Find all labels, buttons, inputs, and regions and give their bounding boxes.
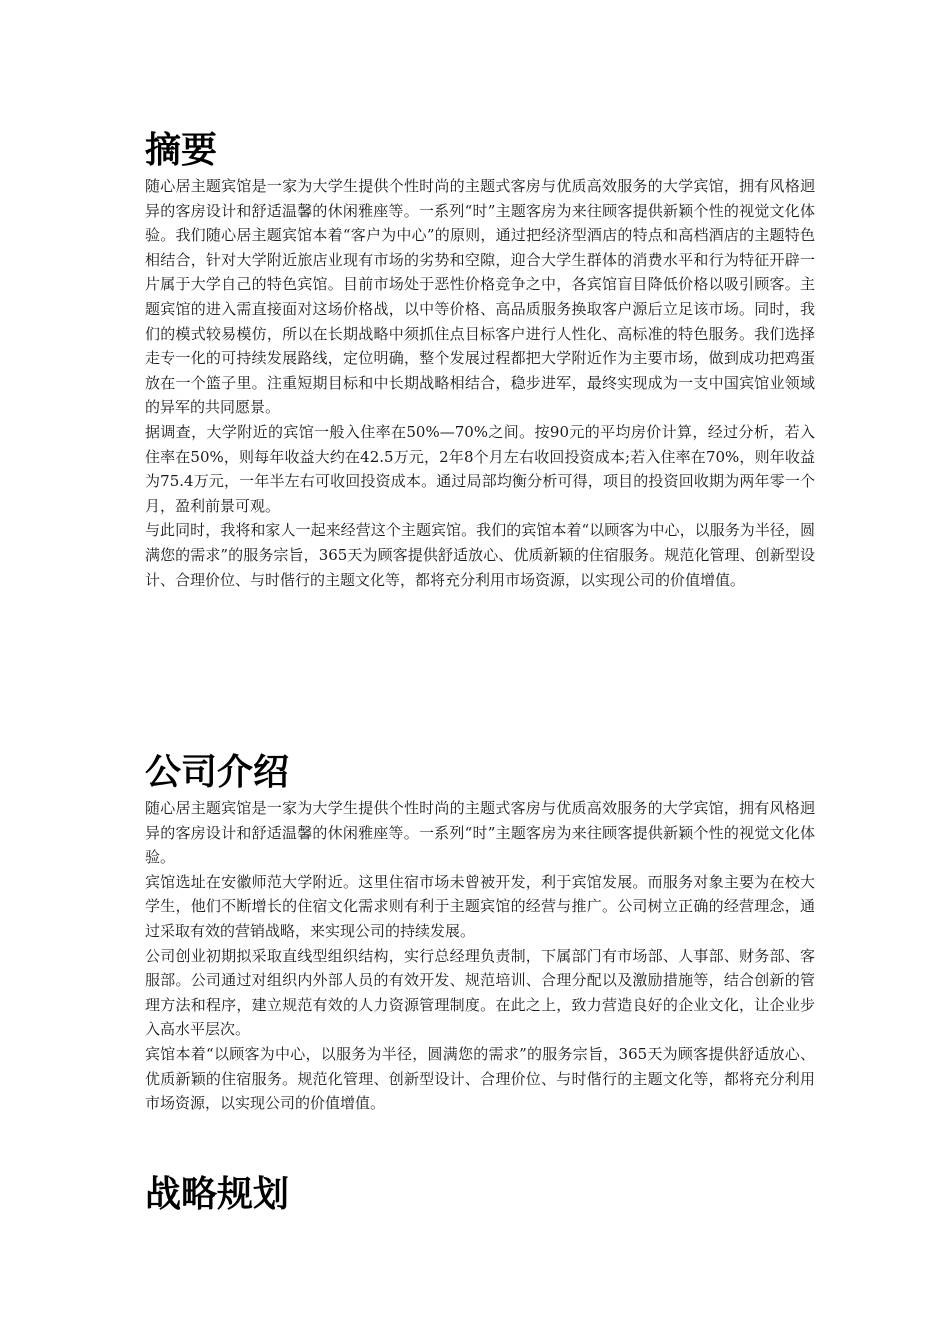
- paragraph: 随心居主题宾馆是一家为大学生提供个性时尚的主题式客房与优质高效服务的大学宾馆，拥有风格迥异的客房设计和舒适温馨的休闲雅座等。一系列“时”主题客房为来往顾客提供新颖个性的视觉文化体验。: [145, 799, 815, 867]
- section-title-company-intro: 公司介绍: [145, 752, 290, 793]
- paragraph: 公司创业初期拟采取直线型组织结构，实行总经理负责制，下属部门有市场部、人事部、财务部、客服部。公司通过对组织内外部人员的有效开发、规范培训、合理分配以及激励措施等，结合创新的管理方法和程序，建立规范有效的人力资源管理制度。在此之上，致力营造良好的企业文化，让企业步入高水平层次。: [145, 946, 815, 1039]
- paragraph: 宾馆选址在安徽师范大学附近。这里住宿市场未曾被开发，利于宾馆发展。而服务对象主要为在校大学生，他们不断增长的住宿文化需求则有利于主题宾馆的经营与推广。公司树立正确的经营理念，通过采取有效的营销战略，来实现公司的持续发展。: [145, 872, 815, 940]
- paragraph: 与此同时，我将和家人一起来经营这个主题宾馆。我们的宾馆本着“以顾客为中心，以服务为半径，圆满您的需求”的服务宗旨，365天为顾客提供舒适放心、优质新颖的住宿服务。规范化管理、创新型设计、合理价位、与时偕行的主题文化等，都将充分利用市场资源，以实现公司的价值增值。: [145, 521, 815, 589]
- section-body-company-intro: [145, 796, 815, 1116]
- section-body-abstract: [145, 174, 815, 592]
- section-title-abstract: 摘要: [145, 130, 218, 171]
- paragraph: 宾馆本着“以顾客为中心，以服务为半径，圆满您的需求”的服务宗旨，365天为顾客提供舒适放心、优质新颖的住宿服务。规范化管理、创新型设计、合理价位、与时偕行的主题文化等，都将充分利用市场资源，以实现公司的价值增值。: [145, 1044, 815, 1113]
- section-title-strategy: 战略规划: [145, 1174, 290, 1215]
- paragraph: 随心居主题宾馆是一家为大学生提供个性时尚的主题式客房与优质高效服务的大学宾馆，拥有风格迥异的客房设计和舒适温馨的休闲雅座等。一系列“时”主题客房为来往顾客提供新颖个性的视觉文化体验。我们随心居主题宾馆本着“客户为中心”的原则，通过把经济型酒店的特点和高档酒店的主题特色相结合，针对大学附近旅店业现有市场的劣势和空隙，迎合大学生群体的消费水平和行为特征开辟一片属于大学自己的特色宾馆。目前市场处于恶性价格竞争之中，各宾馆盲目降低价格以吸引顾客。主题宾馆的进入需直接面对这场价格战，以中等价格、高品质服务换取客户源后立足该市场。同时，我们的模式较易模仿，所以在长期战略中须抓住点目标客户进行人性化、高标准的特色服务。我们选择走专一化的可持续发展路线，定位明确，整个发展过程都把大学附近作为主要市场，做到成功把鸡蛋放在一个篮子里。注重短期目标和中长期战略相结合，稳步进军，最终实现成为一支中国宾馆业领域的异军的共同愿景。: [145, 177, 815, 417]
- paragraph: 据调查，大学附近的宾馆一般入住率在50%—70%之间。按90元的平均房价计算，经过分析，若入住率在50%，则每年收益大约在42.5万元，2年8个月左右收回投资成本;若入住率在70%，则年收益为75.4万元，一年半左右可收回投资成本。通过局部均衡分析可得，项目的投资回收期为两年零一个月，盈利前景可观。: [145, 422, 815, 515]
